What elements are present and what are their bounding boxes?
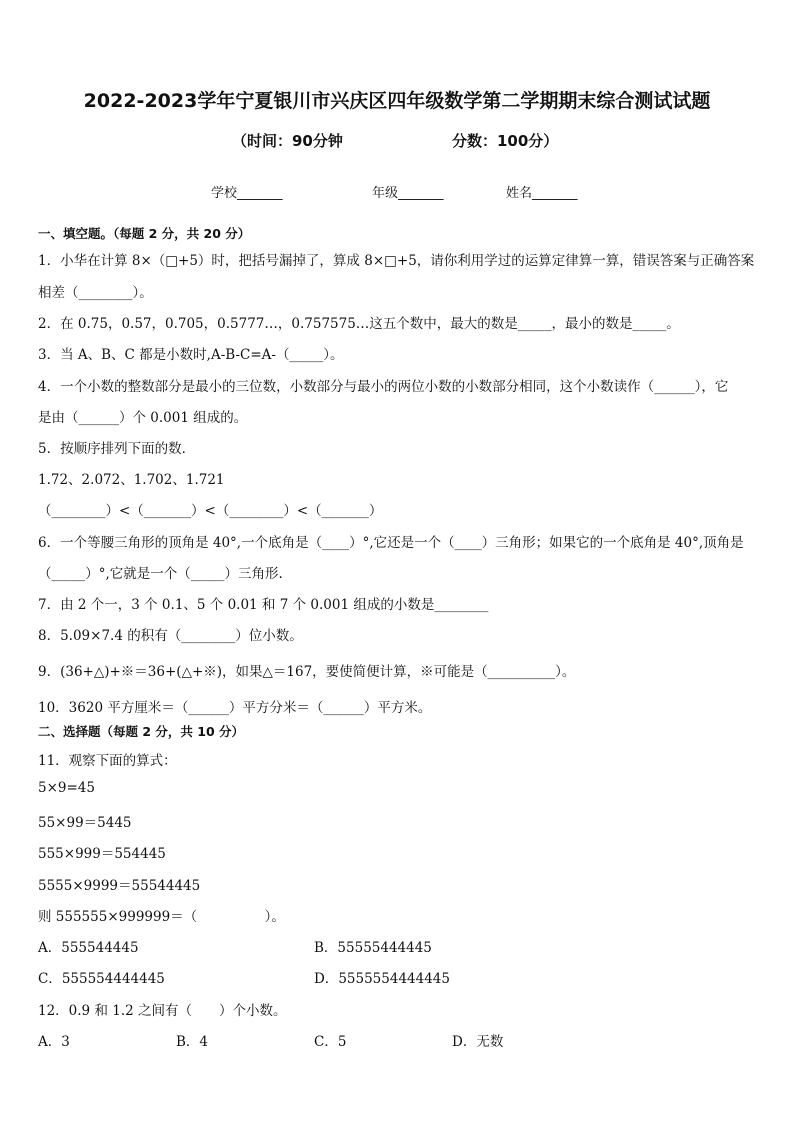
q12-option-c: C．5 xyxy=(314,1034,347,1050)
section-fill-in-heading: 一、填空题。（每题 2 分，共 20 分） xyxy=(38,226,251,241)
question-line: 11．观察下面的算式： xyxy=(38,753,177,769)
question-line: 9．(36+△)+※＝36+(△+※)，如果△＝167，要使简便计算，※可能是（__________）。 xyxy=(38,664,576,680)
question-line: 4．一个小数的整数部分是最小的三位数，小数部分与最小的两位小数的小数部分相同，这个小数读作（______），它 xyxy=(38,379,729,395)
q11-option-c: C．555554444445 xyxy=(38,971,165,987)
equation-line: 5×9=45 xyxy=(38,780,95,796)
q12-option-d: D．无数 xyxy=(452,1034,504,1050)
question-line: 则 555555×999999＝（ ）。 xyxy=(38,909,285,925)
grade-field: 年级_______ xyxy=(372,186,444,201)
question-line: 5．按顺序排列下面的数． xyxy=(38,441,196,457)
section-choice-heading: 二、选择题（每题 2 分，共 10 分） xyxy=(38,724,245,739)
question-line: 相差（________）。 xyxy=(38,285,153,301)
name-field: 姓名_______ xyxy=(506,186,578,201)
question-line: 10．3620 平方厘米＝（______）平方分米＝（______）平方米。 xyxy=(38,700,432,716)
question-line: 6．一个等腰三角形的顶角是 40°,一个底角是（____）°,它还是一个（____）三角形；如果它的一个底角是 40°,顶角是 xyxy=(38,535,744,551)
question-line: 12．0.9 和 1.2 之间有（ ）个小数。 xyxy=(38,1003,287,1019)
question-line: 3．当 A、B、C 都是小数时,A-B-C=A-（_____）。 xyxy=(38,347,344,363)
school-field: 学校_______ xyxy=(211,186,283,201)
equation-line: 555×999＝554445 xyxy=(38,846,166,862)
question-line: 是由（______）个 0.001 组成的。 xyxy=(38,410,248,426)
question-line: 7．由 2 个一，3 个 0.1、5 个 0.01 和 7 个 0.001 组成的小数是________ xyxy=(38,597,489,613)
question-line: （________）<（_______）<（________）<（_______） xyxy=(38,503,383,519)
q12-option-b: B．4 xyxy=(176,1034,209,1050)
question-line: 1．小华在计算 8×（□+5）时，把括号漏掉了，算成 8×□+5，请你利用学过的运算定律算一算，错误答案与正确答案 xyxy=(38,253,755,269)
question-line: （_____）°,它就是一个（_____）三角形. xyxy=(38,566,283,582)
exam-title: 2022-2023学年宁夏银川市兴庆区四年级数学第二学期期末综合测试试题 xyxy=(83,90,711,112)
exam-time: （时间：90分钟 xyxy=(232,132,343,150)
exam-score: 分数：100分） xyxy=(452,132,559,150)
q11-option-d: D．5555554444445 xyxy=(314,971,450,987)
equation-line: 5555×9999＝55544445 xyxy=(38,878,201,894)
q11-option-b: B．55555444445 xyxy=(314,940,432,956)
q11-option-a: A．555544445 xyxy=(38,940,139,956)
question-line: 2．在 0.75，0.57，0.705，0.5777…，0.757575…这五个数中，最大的数是_____，最小的数是_____。 xyxy=(38,316,680,332)
question-line: 1.72、2.072、1.702、1.721 xyxy=(38,472,225,488)
question-line: 8．5.09×7.4 的积有（________）位小数。 xyxy=(38,628,303,644)
equation-line: 55×99＝5445 xyxy=(38,815,132,831)
q12-option-a: A．3 xyxy=(38,1034,70,1050)
